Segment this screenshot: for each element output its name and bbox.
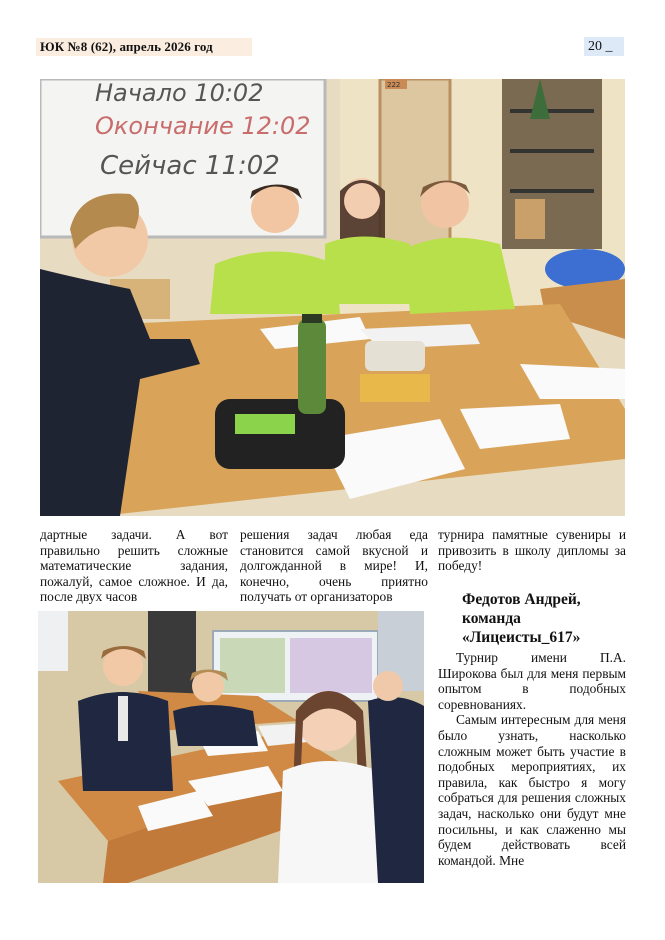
photo-top-image	[40, 79, 625, 516]
room-number: 222	[387, 81, 401, 89]
author-byline	[462, 590, 632, 647]
team-name: «Лицеисты_617»	[462, 629, 581, 646]
column-1-paragraph: дартные задачи. А вот правильно решить сложные математические задания, пожалуй, самое сложное. И да, после двух часов	[40, 527, 228, 605]
photo-bottom-image	[38, 611, 424, 883]
board-now-text: Сейчас 11:02	[100, 151, 280, 181]
page-number: 20 _	[584, 37, 624, 56]
photo-bottom	[38, 611, 424, 883]
author-name: Федотов Андрей,	[462, 591, 581, 608]
article-paragraph-2: Самым интересным для меня было узнать, насколько сложным может быть участие в подобных мероприятиях, их правила, как быстро я могу собраться для решения сложных задач, насколько они будут мне посильны, и как слаженно мы будем действовать всей командой. Мне	[438, 712, 626, 868]
issue-header: ЮК №8 (62), апрель 2026 год	[40, 39, 213, 54]
board-end-text: Окончание 12:02	[95, 112, 311, 140]
team-label: команда	[462, 610, 521, 627]
column-2-paragraph: решения задач любая еда становится самой вкусной и долгожданной в мире! И, конечно, очень приятно получать от организаторов	[240, 527, 428, 605]
photo-top	[40, 79, 625, 516]
column-3-paragraph: турнира памятные сувениры и привозить в школу дипломы за победу!	[438, 527, 626, 574]
article-text	[438, 650, 626, 868]
board-start-text: Начало 10:02	[95, 79, 264, 107]
column-2-text	[240, 527, 428, 605]
article-paragraph-1: Турнир имени П.А. Широкова был для меня первым опытом в подобных соревнованиях.	[438, 650, 626, 712]
column-3-text	[438, 527, 626, 574]
column-1-text	[40, 527, 228, 605]
